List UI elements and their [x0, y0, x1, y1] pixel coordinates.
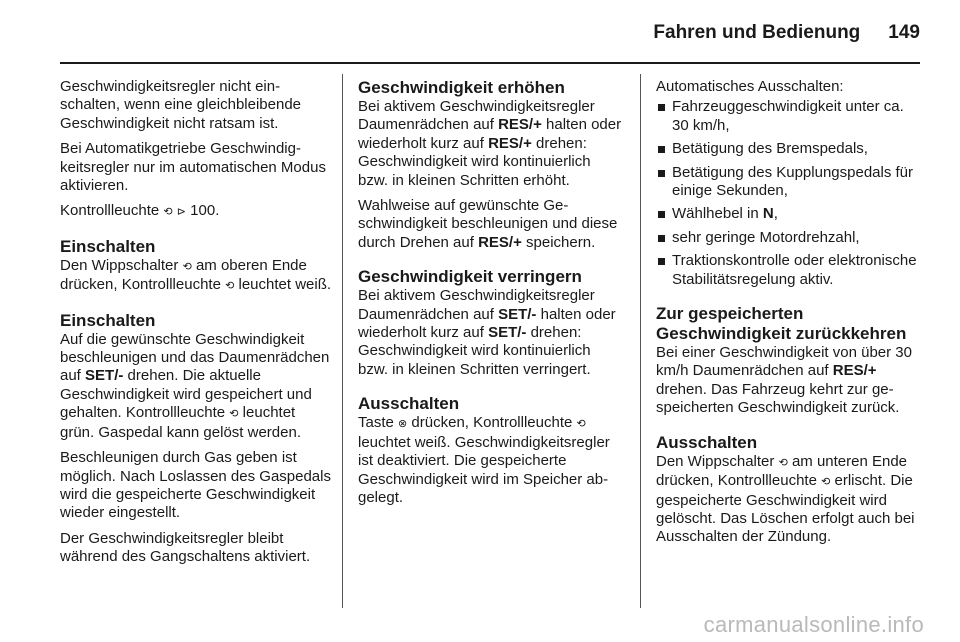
- column-divider: [640, 74, 641, 608]
- text: Wahlweise auf gewünschte Geschwindigkeit beschleunigen und diese durch Drehen auf: [358, 197, 618, 251]
- text: Bei aktivem Geschwindigkeitsregler Daumenrädchen auf: [358, 98, 595, 134]
- text: Kontrollleuchte: [60, 202, 164, 220]
- section-heading: Ausschalten: [358, 394, 460, 414]
- paragraph: Beschleunigen durch Gas geben ist möglich. Nach Loslassen des Gaspedals wird die gespeicherte Geschwindigkeit wieder eingestellt.: [60, 449, 331, 522]
- text: drehen: Geschwindigkeit wird kontinuierlich bzw. in kleinen Schritten erhöht.: [358, 134, 591, 189]
- cruise-control-icon: ⟲: [778, 456, 788, 469]
- text: 100.: [186, 202, 220, 220]
- list-item: Fahrzeuggeschwindigkeit unter ca. 30 km/h,: [656, 98, 924, 135]
- header-rule: [60, 62, 920, 64]
- cruise-control-icon: ⟲: [229, 408, 239, 421]
- paragraph: [358, 414, 624, 507]
- text: Den Wippschalter: [656, 452, 779, 470]
- text: speichern.: [521, 233, 596, 251]
- text: leuchtet weiß. Geschwindigkeitsregler ist deaktiviert. Die gespeicherte Geschwindigkeit wird im Speicher abgelegt.: [358, 433, 610, 506]
- text: drücken, Kontrollleuchte: [407, 414, 577, 432]
- paragraph: Geschwindigkeitsregler nicht einschalten, wenn eine gleichbleibende Geschwindigkeit nicht ratsam ist.: [60, 78, 302, 132]
- condition-list: [656, 98, 924, 289]
- paragraph: Der Geschwindigkeitsregler bleibt während des Gangschaltens aktiviert.: [60, 529, 311, 566]
- list-item: Betätigung des Bremspedals,: [656, 140, 924, 158]
- arrow-icon: ⊳: [176, 206, 187, 219]
- text: drehen: Geschwindigkeit wird kontinuierlich bzw. in kleinen Schritten verringert.: [358, 324, 591, 378]
- text: am oberen Ende drücken, Kontrollleuchte: [60, 256, 307, 294]
- cruise-control-icon: ⟲: [225, 280, 235, 293]
- text: drehen. Die aktuelle Geschwindigkeit wird gespeichert und gehalten. Kontrollleuchte: [60, 367, 312, 422]
- list-item: Betätigung des Kupplungspedals für einige Sekunden,: [656, 164, 924, 201]
- text: Wählhebel in: [672, 205, 763, 223]
- cruise-control-icon: ⟲: [163, 206, 173, 219]
- paragraph: Bei Automatikgetriebe Geschwindigkeitsregler nur im automatischen Modus aktivieren.: [60, 140, 326, 195]
- section-heading: Einschalten: [60, 236, 156, 256]
- paragraph: [60, 331, 332, 442]
- paragraph: Automatisches Ausschalten:: [656, 78, 844, 95]
- text: ,: [773, 205, 778, 223]
- text: Auf die gewünschte Geschwindigkeit beschleunigen und das Daumenrädchen auf: [60, 330, 330, 385]
- column-right: [656, 78, 924, 554]
- text: leuchtet weiß.: [234, 276, 332, 294]
- column-middle: [358, 78, 624, 514]
- paragraph: [358, 287, 624, 379]
- paragraph: [358, 197, 624, 252]
- control-label: SET/-: [85, 367, 124, 385]
- control-label: RES/+: [832, 362, 877, 380]
- cruise-control-icon: ⟲: [576, 418, 586, 431]
- text: erlischt. Die gespeicherte Geschwindigkeit wird gelöscht. Das Löschen erfolgt auch bei Ausschalten der Zündung.: [656, 472, 915, 546]
- watermark: carmanualsonline.info: [703, 612, 924, 637]
- text: Bei aktivem Geschwindigkeitsregler Daumenrädchen auf: [358, 287, 595, 323]
- section-heading: Einschalten: [60, 310, 156, 330]
- list-item: [656, 205, 924, 223]
- text: halten oder wiederholt kurz auf: [358, 116, 622, 152]
- chapter-title: Fahren und Bedienung: [653, 22, 861, 43]
- page-header: [653, 22, 920, 44]
- cancel-icon: ⊗: [398, 418, 408, 431]
- text: leuchtet grün. Gaspedal kann gelöst werden.: [60, 404, 301, 441]
- list-item: sehr geringe Motordrehzahl,: [656, 229, 924, 247]
- page-number: 149: [888, 22, 920, 43]
- text: drehen. Das Fahrzeug kehrt zur gespeicherten Geschwindigkeit zurück.: [656, 380, 900, 417]
- text: am unteren Ende drücken, Kontrollleuchte: [656, 452, 908, 490]
- column-left: [60, 78, 332, 574]
- section-heading: Geschwindigkeit erhöhen: [358, 78, 565, 97]
- paragraph: [656, 344, 924, 418]
- section-heading: Geschwindigkeit verringern: [358, 267, 582, 287]
- section-heading: Ausschalten: [656, 432, 758, 452]
- paragraph: [60, 202, 332, 221]
- cruise-control-icon: ⟲: [182, 260, 192, 273]
- text: Bei einer Geschwindigkeit von über 30 km/h Daumenrädchen auf: [656, 344, 912, 380]
- section-heading: Zur gespeicherten Geschwindigkeit zurückkehren: [656, 304, 907, 344]
- paragraph: [656, 453, 924, 547]
- text: halten oder wiederholt kurz auf: [358, 305, 616, 342]
- control-label: RES/+: [498, 116, 542, 134]
- cruise-control-icon: ⟲: [821, 476, 831, 489]
- paragraph: [60, 257, 332, 296]
- list-item: Traktionskontrolle oder elektronische Stabilitätsregelung aktiv.: [656, 252, 924, 289]
- text: Taste: [358, 414, 399, 432]
- control-label: SET/-: [498, 305, 537, 323]
- control-label: RES/+: [478, 233, 522, 251]
- control-label: SET/-: [488, 324, 527, 342]
- column-divider: [342, 74, 343, 608]
- gear-label: N: [762, 205, 774, 223]
- text: Den Wippschalter: [60, 256, 183, 274]
- paragraph: [358, 98, 624, 190]
- control-label: RES/+: [488, 134, 532, 152]
